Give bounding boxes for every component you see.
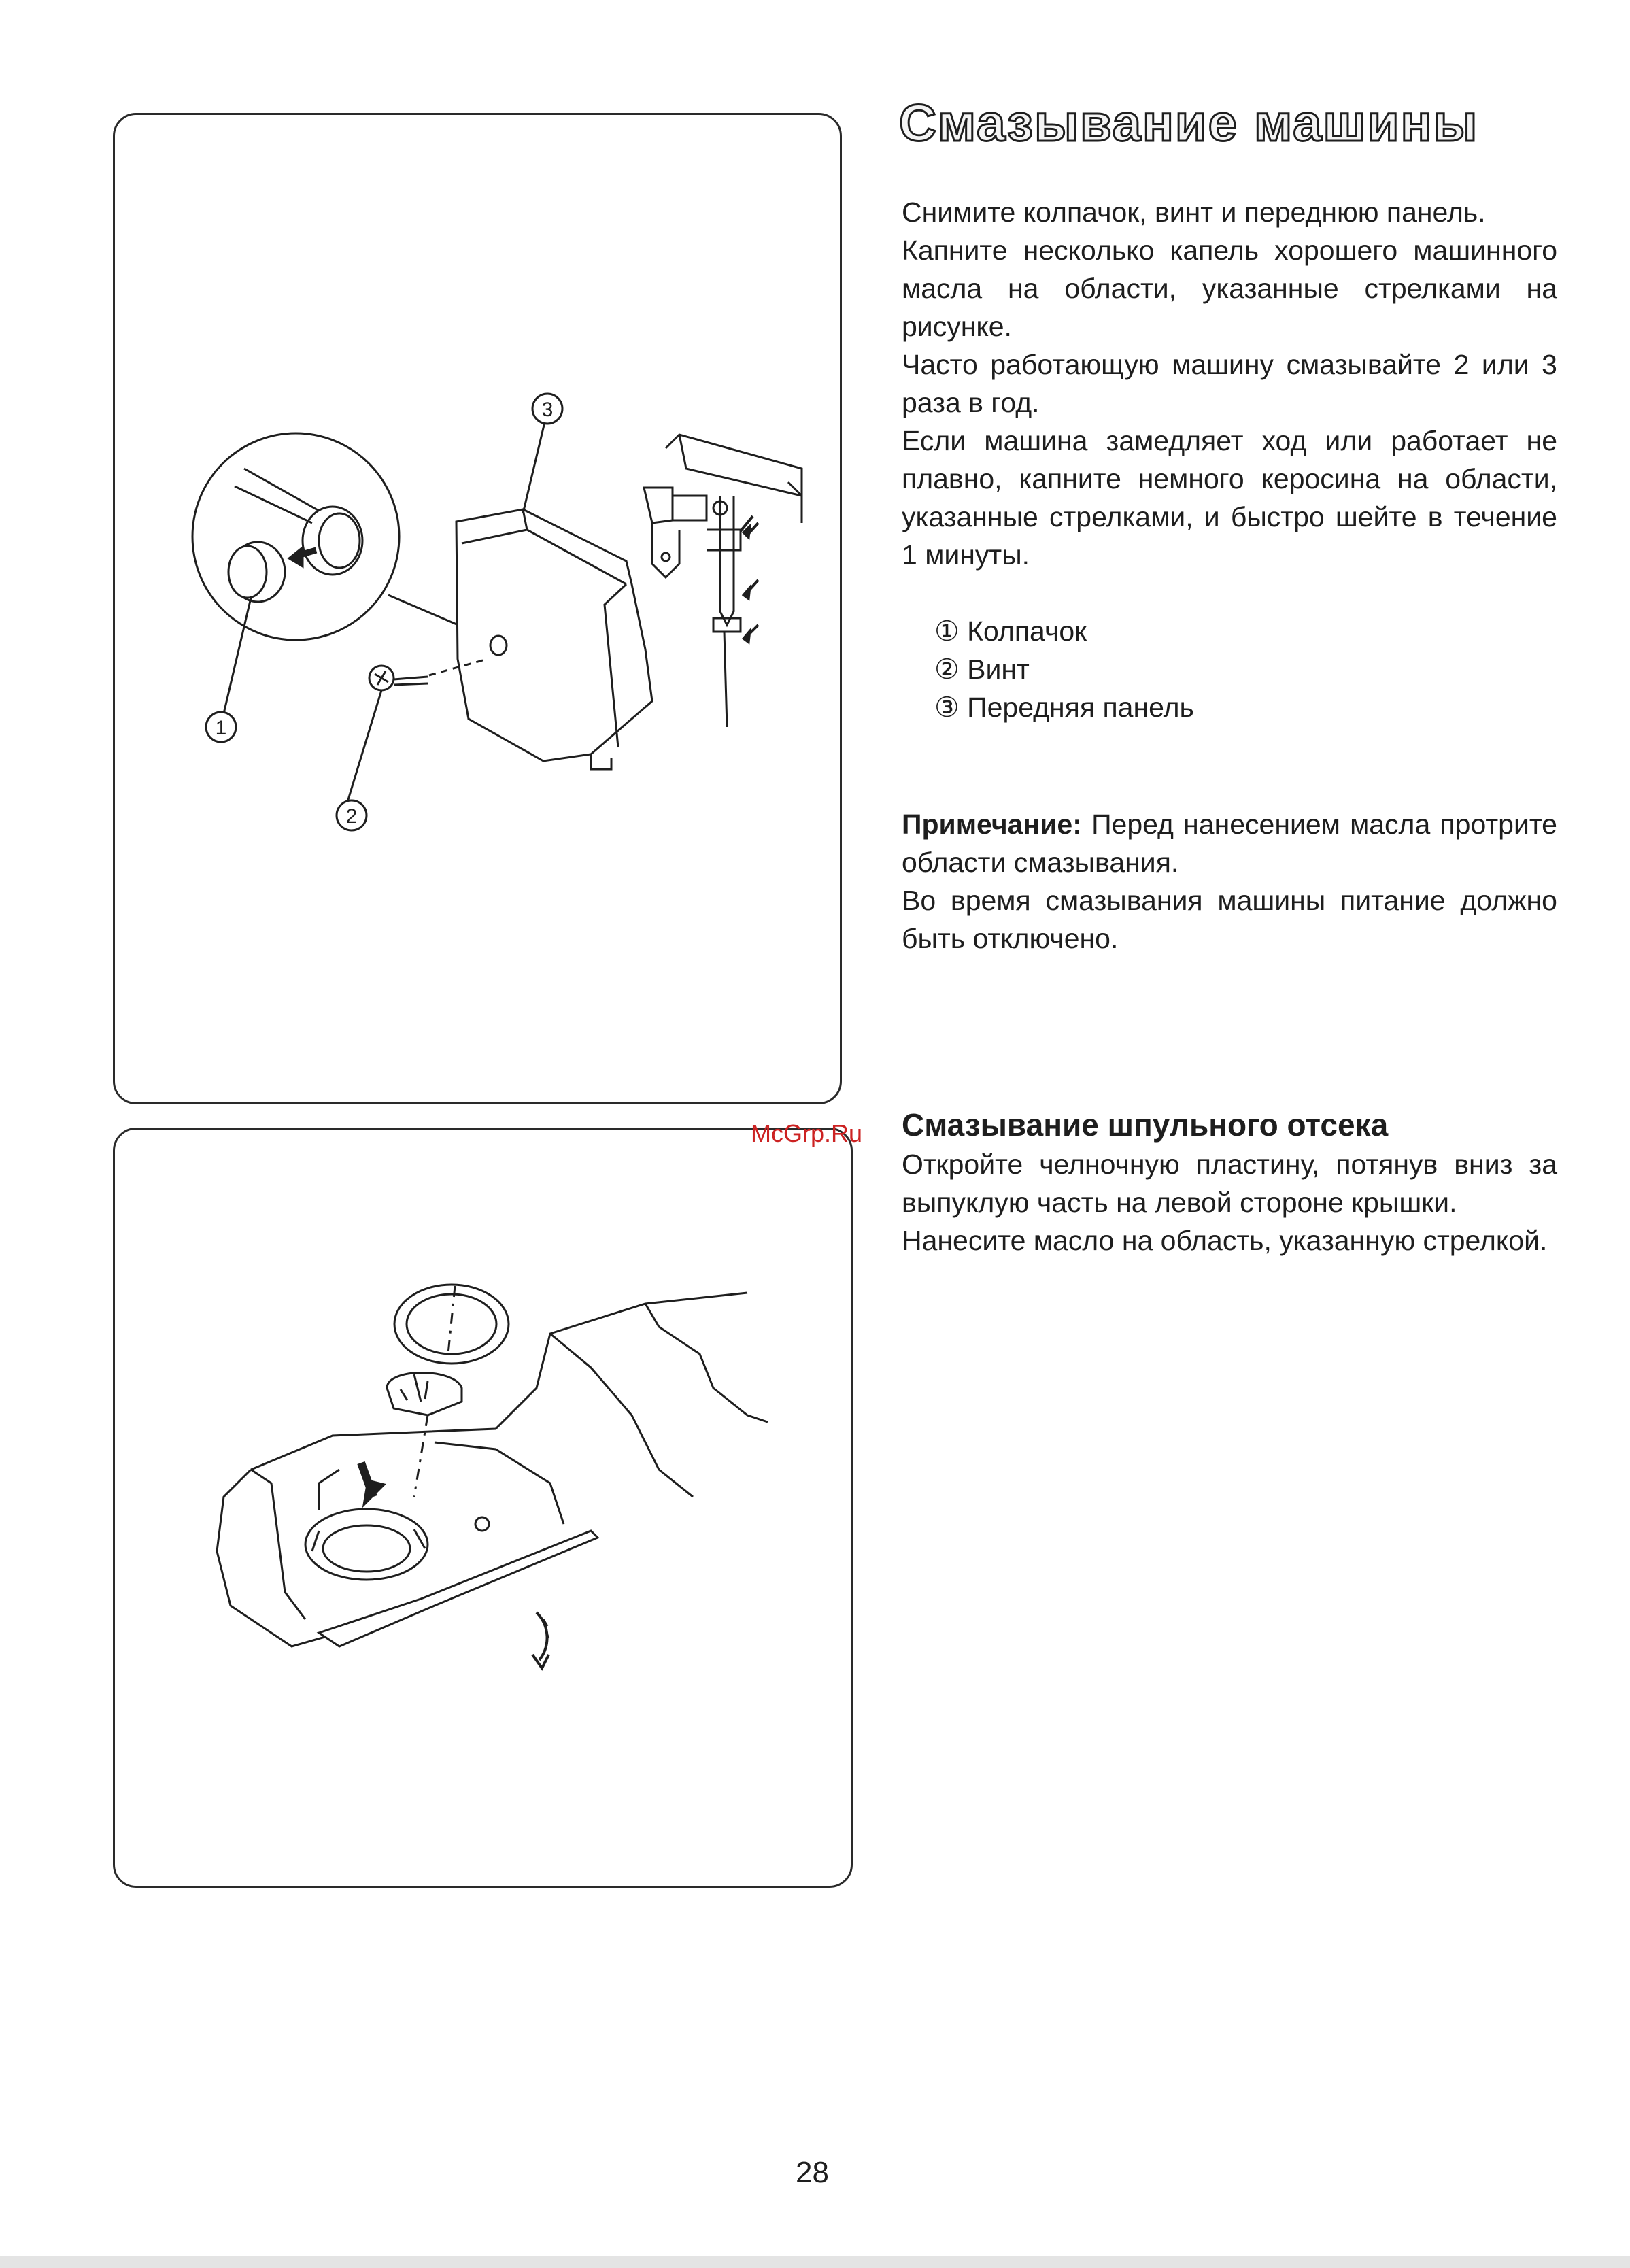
note-paragraph-2: Во время смазывания машины питание должно быть отключено.: [902, 885, 1557, 954]
section-title-bobbin: Смазывание шпульного отсека: [902, 1107, 1389, 1143]
parts-legend: [934, 612, 1194, 726]
note-paragraph: [902, 805, 1557, 881]
note-block: [902, 805, 1557, 958]
part-item-cap: ① Колпачок: [934, 615, 1087, 647]
oiling-instructions: [902, 193, 1557, 574]
paragraph: Часто работающую машину смазывайте 2 или 3 раза в год.: [902, 349, 1557, 418]
watermark: McGrp.Ru: [751, 1119, 863, 1147]
figure-front-panel-oiling: [113, 113, 842, 1104]
bobbin-illustration: [115, 1130, 855, 1890]
paragraph: Если машина замедляет ход или работает не плавно, капните немного керосина на области, указанные стрелками, и быстро шейте в течение 1 минуты.: [902, 425, 1557, 571]
callout-1: 1: [215, 717, 227, 739]
magnifier-circle: [192, 433, 399, 640]
bobbin-instructions: [902, 1145, 1557, 1259]
callout-3: 3: [541, 399, 554, 421]
note-text: Перед нанесением масла протрите области смазывания.: [902, 809, 1557, 878]
part-item-screw: ② Винт: [934, 654, 1030, 685]
paragraph: Снимите колпачок, винт и переднюю панель.: [902, 197, 1486, 228]
callout-2: 2: [345, 805, 358, 828]
paragraph: Капните несколько капель хорошего машинного масла на области, указанные стрелками на рисунке.: [902, 235, 1557, 342]
page-number: 28: [796, 2156, 829, 2189]
section-title-oiling: Смазывание машины: [899, 95, 1479, 152]
note-label: Примечание:: [902, 809, 1082, 840]
part-item-front-panel: ③ Передняя панель: [934, 692, 1194, 723]
paragraph: Откройте челночную пластину, потянув вниз за выпуклую часть на левой стороне крышки.: [902, 1149, 1557, 1218]
front-panel-illustration: [115, 115, 844, 1106]
paragraph: Нанесите масло на область, указанную стрелкой.: [902, 1225, 1548, 1256]
figure-bobbin-oiling: [113, 1128, 853, 1888]
page-bottom-edge: [0, 2256, 1630, 2268]
